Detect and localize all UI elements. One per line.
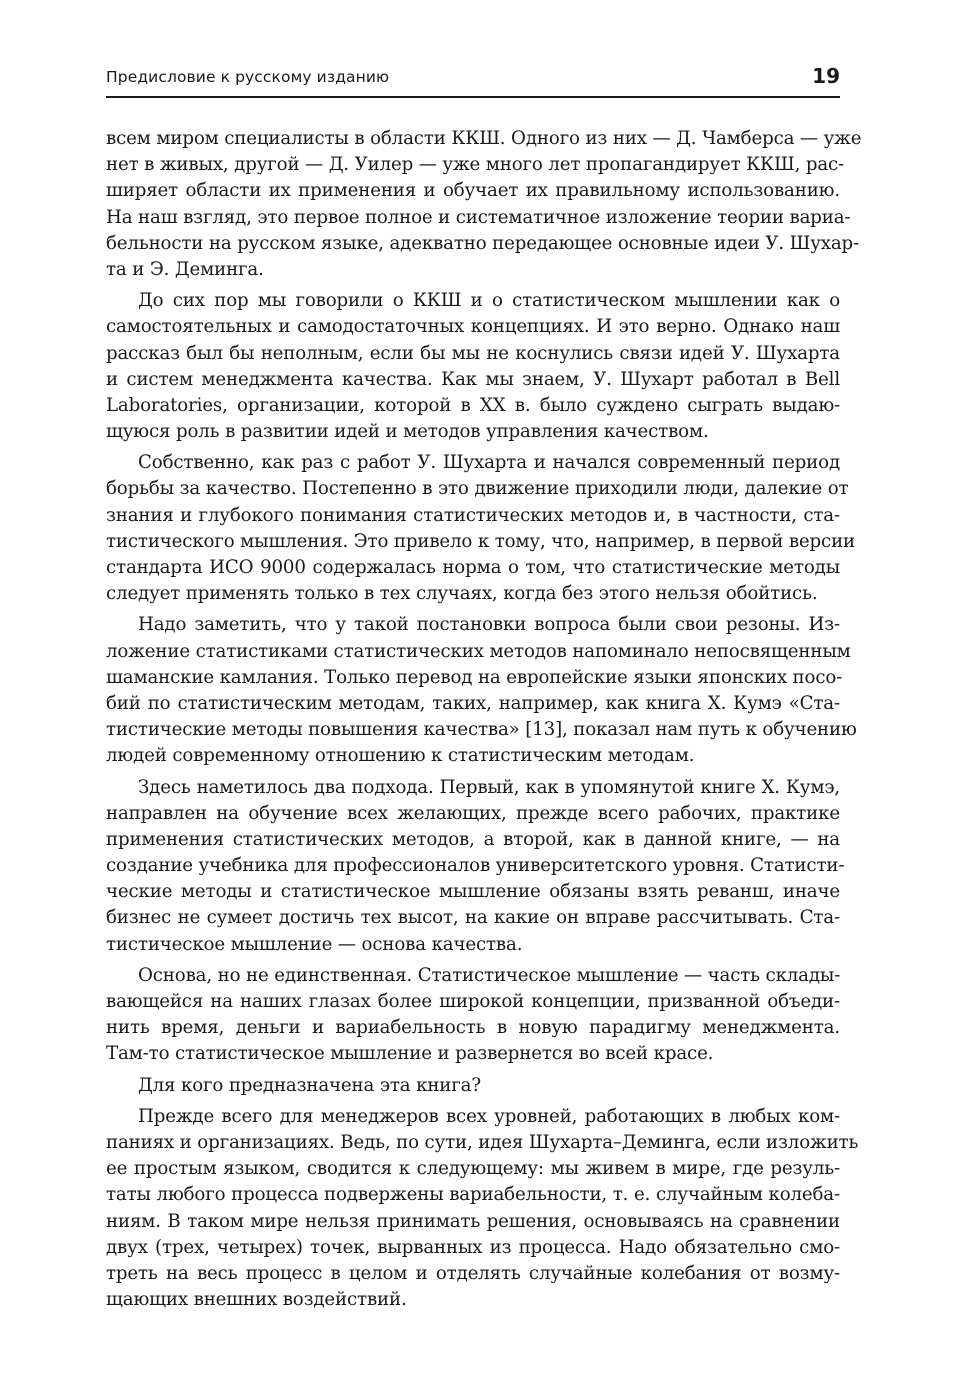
text-line: шаманские камлания. Только перевод на европейские языки японских посо- bbox=[106, 666, 843, 688]
text-line: направлен на обучение всех желающих, прежде всего рабочих, практике bbox=[106, 802, 840, 824]
text-line: Для кого предназначена эта книга? bbox=[138, 1074, 481, 1096]
text-line: создание учебника для профессионалов университетского уровня. Статисти- bbox=[106, 855, 845, 877]
text-line: щуюся роль в развитии идей и методов управления качеством. bbox=[106, 421, 709, 443]
text-line: следует применять только в тех случаях, когда без этого нельзя обойтись. bbox=[106, 583, 818, 605]
text-line: людей современному отношению к статистическим методам. bbox=[106, 745, 695, 767]
text-line: щающих внешних воздействий. bbox=[106, 1289, 407, 1311]
text-line: Здесь наметилось два подхода. Первый, как в упомянутой книге Х. Кумэ, bbox=[138, 776, 840, 798]
paragraph bbox=[106, 963, 840, 1068]
running-header bbox=[106, 66, 840, 98]
text-line: борьбы за качество. Постепенно в это движение приходили люди, далекие от bbox=[106, 478, 849, 500]
text-line: нить время, деньги и вариабельность в новую парадигму менеджмента. bbox=[106, 1017, 840, 1039]
text-line: рассказ был бы неполным, если бы мы не коснулись связи идей У. Шухарта bbox=[106, 342, 840, 364]
text-line: ее простым языком, сводится к следующему: мы живем в мире, где резуль- bbox=[106, 1158, 840, 1180]
text-line: бизнес не сумеет достичь тех высот, на какие он вправе рассчитывать. Ста- bbox=[106, 907, 840, 929]
text-line: Собственно, как раз с работ У. Шухарта и начался современный период bbox=[138, 452, 840, 474]
text-line: знания и глубокого понимания статистических методов и, в частности, ста- bbox=[106, 504, 840, 526]
text-line: Laboratories, организации, которой в XX в. было суждено сыграть выдаю- bbox=[106, 394, 840, 416]
text-line: бельности на русском языке, адекватно передающее основные идеи У. Шухар- bbox=[106, 232, 860, 254]
text-line: ложение статистиками статистических методов напоминало непосвященным bbox=[106, 640, 851, 662]
paragraph bbox=[106, 126, 862, 283]
paragraph bbox=[106, 612, 857, 769]
text-line: тистическое мышление — основа качества. bbox=[106, 933, 523, 955]
text-line: всем миром специалисты в области ККШ. Одного из них — Д. Чамберса — уже bbox=[106, 128, 862, 149]
text-line: Основа, но не единственная. Статистическое мышление — часть склады- bbox=[138, 964, 841, 986]
paragraph bbox=[106, 1073, 840, 1099]
text-line: треть на весь процесс в целом и отделять случайные колебания от возму- bbox=[106, 1262, 840, 1284]
paragraph bbox=[106, 450, 856, 607]
body-text bbox=[106, 126, 862, 1318]
text-line: ниям. В таком мире нельзя принимать решения, основываясь на сравнении bbox=[106, 1210, 840, 1232]
text-line: стандарта ИСО 9000 содержалась норма о том, что статистические методы bbox=[106, 557, 840, 578]
text-line: ческие методы и статистическое мышление обязаны взять реванш, иначе bbox=[106, 881, 840, 903]
text-line: До сих пор мы говорили о ККШ и о статистическом мышлении как о bbox=[138, 290, 840, 312]
page-number: 19 bbox=[812, 64, 840, 88]
text-line: двух (трех, четырех) точек, вырванных из процесса. Надо обязательно смо- bbox=[106, 1236, 840, 1258]
text-line: вающейся на наших глазах более широкой концепции, призванной объеди- bbox=[106, 991, 840, 1012]
text-line: бий по статистическим методам, таких, например, как книга Х. Кумэ «Ста- bbox=[106, 692, 840, 714]
text-line: и систем менеджмента качества. Как мы знаем, У. Шухарт работал в Bell bbox=[106, 368, 840, 390]
text-line: применения статистических методов, а второй, как в данной книге, — на bbox=[106, 828, 840, 850]
text-line: та и Э. Деминга. bbox=[106, 258, 264, 280]
text-line: паниях и организациях. Ведь, по сути, идея Шухарта–Деминга, если изложить bbox=[106, 1131, 859, 1153]
paragraph bbox=[106, 1104, 859, 1314]
text-line: тистического мышления. Это привело к тому, что, например, в первой версии bbox=[106, 530, 856, 552]
text-line: Прежде всего для менеджеров всех уровней, работающих в любых ком- bbox=[138, 1105, 840, 1127]
text-line: На наш взгляд, это первое полное и систематичное изложение теории вариа- bbox=[106, 206, 851, 228]
paragraph bbox=[106, 775, 845, 958]
text-line: Надо заметить, что у такой постановки вопроса были свои резоны. Из- bbox=[138, 614, 840, 636]
text-line: Там-то статистическое мышление и развернется во всей красе. bbox=[106, 1043, 714, 1065]
text-line: самостоятельных и самодостаточных концепциях. И это верно. Однако наш bbox=[106, 316, 840, 338]
text-line: ширяет области их применения и обучает их правильному использованию. bbox=[106, 180, 840, 202]
text-line: таты любого процесса подвержены вариабельности, т. е. случайным колеба- bbox=[106, 1184, 840, 1206]
text-line: тистические методы повышения качества» [13], показал нам путь к обучению bbox=[106, 719, 857, 741]
text-line: нет в живых, другой — Д. Уилер — уже много лет пропагандирует ККШ, рас- bbox=[106, 154, 845, 176]
paragraph bbox=[106, 288, 840, 445]
running-title: Предисловие к русскому изданию bbox=[106, 68, 390, 86]
